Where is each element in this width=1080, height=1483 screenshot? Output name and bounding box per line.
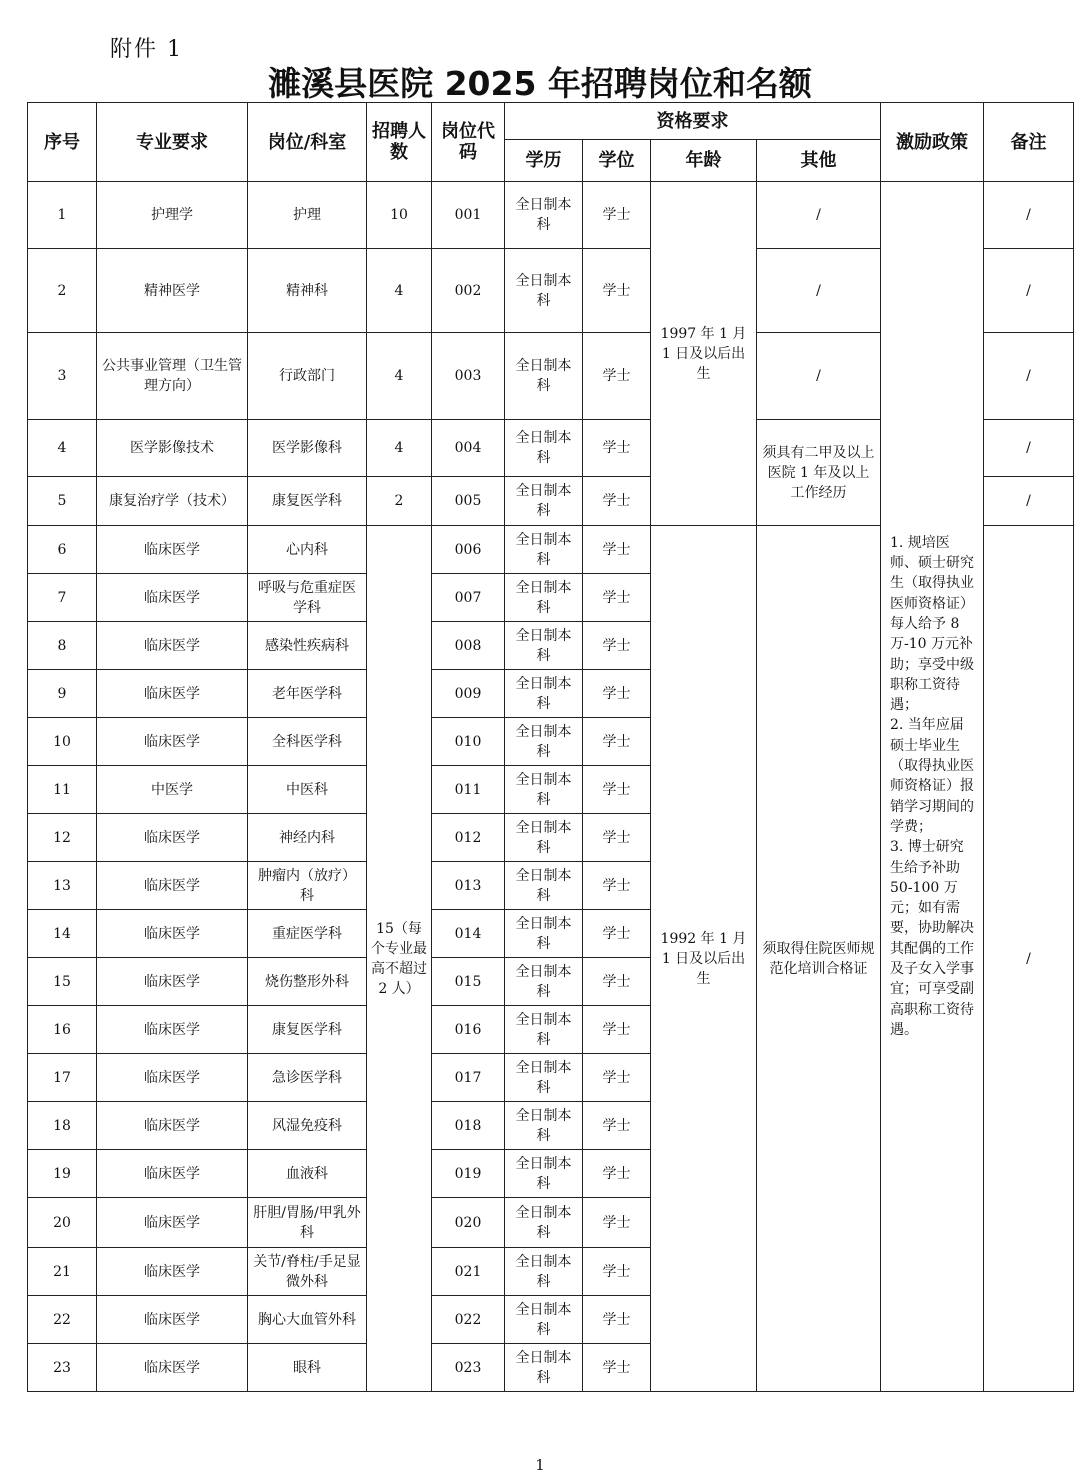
code-cell: 011 (432, 766, 505, 814)
header-degree: 学位 (583, 140, 651, 182)
seq-cell: 13 (28, 862, 97, 910)
post-cell: 感染性疾病科 (248, 622, 367, 670)
degree-cell: 学士 (583, 1054, 651, 1102)
education-cell: 全日制本科 (505, 333, 583, 420)
policy-cell: 1. 规培医师、硕士研究生（取得执业医师资格证）每人给予 8 万-10 万元补助；享受中级职称工资待遇； 2. 当年应届硕士毕业生（取得执业医师资格证）报销学习期间的学费； 3. 博士研究生给予补助 50-100 万元；如有需要，协助解决其配偶的工作及子女入学事宜；可享受副高职称工资待遇。 (881, 182, 984, 1392)
major-cell: 护理学 (97, 182, 248, 249)
major-cell: 临床医学 (97, 1296, 248, 1344)
education-cell: 全日制本科 (505, 622, 583, 670)
degree-cell: 学士 (583, 766, 651, 814)
major-cell: 临床医学 (97, 1344, 248, 1392)
code-cell: 010 (432, 718, 505, 766)
page-number: 1 (535, 1456, 545, 1474)
code-cell: 017 (432, 1054, 505, 1102)
code-cell: 009 (432, 670, 505, 718)
major-cell: 临床医学 (97, 1006, 248, 1054)
table-row (28, 182, 1074, 249)
education-cell: 全日制本科 (505, 477, 583, 526)
seq-cell: 21 (28, 1248, 97, 1296)
degree-cell: 学士 (583, 526, 651, 574)
seq-cell: 2 (28, 249, 97, 333)
degree-cell: 学士 (583, 1296, 651, 1344)
seq-cell: 10 (28, 718, 97, 766)
header-post: 岗位/科室 (248, 103, 367, 182)
note-cell: / (984, 182, 1074, 249)
code-cell: 008 (432, 622, 505, 670)
education-cell: 全日制本科 (505, 814, 583, 862)
code-cell: 013 (432, 862, 505, 910)
education-cell: 全日制本科 (505, 1102, 583, 1150)
seq-cell: 12 (28, 814, 97, 862)
seq-cell: 1 (28, 182, 97, 249)
seq-cell: 15 (28, 958, 97, 1006)
note-cell: / (984, 249, 1074, 333)
seq-cell: 22 (28, 1296, 97, 1344)
major-cell: 临床医学 (97, 910, 248, 958)
degree-cell: 学士 (583, 1198, 651, 1248)
code-cell: 001 (432, 182, 505, 249)
degree-cell: 学士 (583, 1102, 651, 1150)
major-cell: 临床医学 (97, 622, 248, 670)
degree-cell: 学士 (583, 1006, 651, 1054)
post-cell: 眼科 (248, 1344, 367, 1392)
seq-cell: 4 (28, 420, 97, 477)
major-cell: 临床医学 (97, 1198, 248, 1248)
post-cell: 护理 (248, 182, 367, 249)
seq-cell: 14 (28, 910, 97, 958)
seq-cell: 5 (28, 477, 97, 526)
post-cell: 心内科 (248, 526, 367, 574)
header-major: 专业要求 (97, 103, 248, 182)
code-cell: 006 (432, 526, 505, 574)
major-cell: 临床医学 (97, 1150, 248, 1198)
post-cell: 胸心大血管外科 (248, 1296, 367, 1344)
education-cell: 全日制本科 (505, 574, 583, 622)
header-policy: 激励政策 (881, 103, 984, 182)
post-cell: 烧伤整形外科 (248, 958, 367, 1006)
major-cell: 临床医学 (97, 670, 248, 718)
post-cell: 中医科 (248, 766, 367, 814)
education-cell: 全日制本科 (505, 1006, 583, 1054)
post-cell: 肝胆/胃肠/甲乳外科 (248, 1198, 367, 1248)
seq-cell: 11 (28, 766, 97, 814)
note-cell: / (984, 477, 1074, 526)
education-cell: 全日制本科 (505, 670, 583, 718)
code-cell: 022 (432, 1296, 505, 1344)
education-cell: 全日制本科 (505, 249, 583, 333)
seq-cell: 16 (28, 1006, 97, 1054)
post-cell: 呼吸与危重症医学科 (248, 574, 367, 622)
header-education: 学历 (505, 140, 583, 182)
education-cell: 全日制本科 (505, 862, 583, 910)
education-cell: 全日制本科 (505, 958, 583, 1006)
education-cell: 全日制本科 (505, 1248, 583, 1296)
other-cell: / (757, 249, 881, 333)
degree-cell: 学士 (583, 814, 651, 862)
header-qualification: 资格要求 (505, 103, 881, 140)
code-cell: 019 (432, 1150, 505, 1198)
major-cell: 临床医学 (97, 958, 248, 1006)
degree-cell: 学士 (583, 1150, 651, 1198)
major-cell: 临床医学 (97, 1054, 248, 1102)
major-cell: 公共事业管理（卫生管理方向） (97, 333, 248, 420)
post-cell: 神经内科 (248, 814, 367, 862)
education-cell: 全日制本科 (505, 182, 583, 249)
degree-cell: 学士 (583, 670, 651, 718)
major-cell: 临床医学 (97, 1248, 248, 1296)
seq-cell: 6 (28, 526, 97, 574)
seq-cell: 3 (28, 333, 97, 420)
count-cell: 2 (367, 477, 432, 526)
post-cell: 康复医学科 (248, 1006, 367, 1054)
header-code: 岗位代码 (432, 103, 505, 182)
code-cell: 003 (432, 333, 505, 420)
seq-cell: 9 (28, 670, 97, 718)
header-seq: 序号 (28, 103, 97, 182)
count-cell: 10 (367, 182, 432, 249)
degree-cell: 学士 (583, 182, 651, 249)
post-cell: 急诊医学科 (248, 1054, 367, 1102)
code-cell: 004 (432, 420, 505, 477)
header-note: 备注 (984, 103, 1074, 182)
post-cell: 关节/脊柱/手足显微外科 (248, 1248, 367, 1296)
post-cell: 肿瘤内（放疗）科 (248, 862, 367, 910)
count-cell: 4 (367, 333, 432, 420)
education-cell: 全日制本科 (505, 526, 583, 574)
code-cell: 018 (432, 1102, 505, 1150)
degree-cell: 学士 (583, 1344, 651, 1392)
degree-cell: 学士 (583, 1248, 651, 1296)
education-cell: 全日制本科 (505, 718, 583, 766)
note-cell-merged: / (984, 526, 1074, 1392)
education-cell: 全日制本科 (505, 1344, 583, 1392)
education-cell: 全日制本科 (505, 1150, 583, 1198)
major-cell: 精神医学 (97, 249, 248, 333)
other-cell-experience: 须具有二甲及以上医院 1 年及以上工作经历 (757, 420, 881, 526)
education-cell: 全日制本科 (505, 420, 583, 477)
page-title: 濉溪县医院 2025 年招聘岗位和名额 (268, 64, 812, 103)
post-cell: 医学影像科 (248, 420, 367, 477)
education-cell: 全日制本科 (505, 910, 583, 958)
major-cell: 临床医学 (97, 526, 248, 574)
seq-cell: 18 (28, 1102, 97, 1150)
major-cell: 临床医学 (97, 1102, 248, 1150)
other-cell: / (757, 333, 881, 420)
note-cell: / (984, 333, 1074, 420)
attachment-label: 附件 1 (110, 37, 183, 62)
seq-cell: 7 (28, 574, 97, 622)
education-cell: 全日制本科 (505, 1054, 583, 1102)
post-cell: 血液科 (248, 1150, 367, 1198)
seq-cell: 23 (28, 1344, 97, 1392)
code-cell: 016 (432, 1006, 505, 1054)
age-cell-1992: 1992 年 1 月 1 日及以后出生 (651, 526, 757, 1392)
code-cell: 002 (432, 249, 505, 333)
header-age: 年龄 (651, 140, 757, 182)
degree-cell: 学士 (583, 574, 651, 622)
degree-cell: 学士 (583, 718, 651, 766)
degree-cell: 学士 (583, 910, 651, 958)
major-cell: 康复治疗学（技术） (97, 477, 248, 526)
recruitment-table (27, 102, 1074, 1392)
code-cell: 023 (432, 1344, 505, 1392)
code-cell: 012 (432, 814, 505, 862)
header-count: 招聘人数 (367, 103, 432, 182)
seq-cell: 8 (28, 622, 97, 670)
post-cell: 老年医学科 (248, 670, 367, 718)
code-cell: 005 (432, 477, 505, 526)
post-cell: 风湿免疫科 (248, 1102, 367, 1150)
header-other: 其他 (757, 140, 881, 182)
count-cell-merged: 15（每个专业最高不超过 2 人） (367, 526, 432, 1392)
code-cell: 007 (432, 574, 505, 622)
post-cell: 康复医学科 (248, 477, 367, 526)
education-cell: 全日制本科 (505, 766, 583, 814)
age-cell-1997: 1997 年 1 月 1 日及以后出生 (651, 182, 757, 526)
degree-cell: 学士 (583, 333, 651, 420)
degree-cell: 学士 (583, 477, 651, 526)
seq-cell: 20 (28, 1198, 97, 1248)
note-cell: / (984, 420, 1074, 477)
education-cell: 全日制本科 (505, 1296, 583, 1344)
major-cell: 临床医学 (97, 574, 248, 622)
other-cell-training: 须取得住院医师规范化培训合格证 (757, 526, 881, 1392)
count-cell: 4 (367, 420, 432, 477)
major-cell: 临床医学 (97, 862, 248, 910)
post-cell: 重症医学科 (248, 910, 367, 958)
major-cell: 中医学 (97, 766, 248, 814)
degree-cell: 学士 (583, 420, 651, 477)
degree-cell: 学士 (583, 622, 651, 670)
degree-cell: 学士 (583, 249, 651, 333)
seq-cell: 17 (28, 1054, 97, 1102)
post-cell: 全科医学科 (248, 718, 367, 766)
code-cell: 015 (432, 958, 505, 1006)
post-cell: 行政部门 (248, 333, 367, 420)
post-cell: 精神科 (248, 249, 367, 333)
degree-cell: 学士 (583, 958, 651, 1006)
degree-cell: 学士 (583, 862, 651, 910)
major-cell: 临床医学 (97, 718, 248, 766)
major-cell: 临床医学 (97, 814, 248, 862)
code-cell: 014 (432, 910, 505, 958)
code-cell: 021 (432, 1248, 505, 1296)
education-cell: 全日制本科 (505, 1198, 583, 1248)
major-cell: 医学影像技术 (97, 420, 248, 477)
seq-cell: 19 (28, 1150, 97, 1198)
count-cell: 4 (367, 249, 432, 333)
code-cell: 020 (432, 1198, 505, 1248)
other-cell: / (757, 182, 881, 249)
